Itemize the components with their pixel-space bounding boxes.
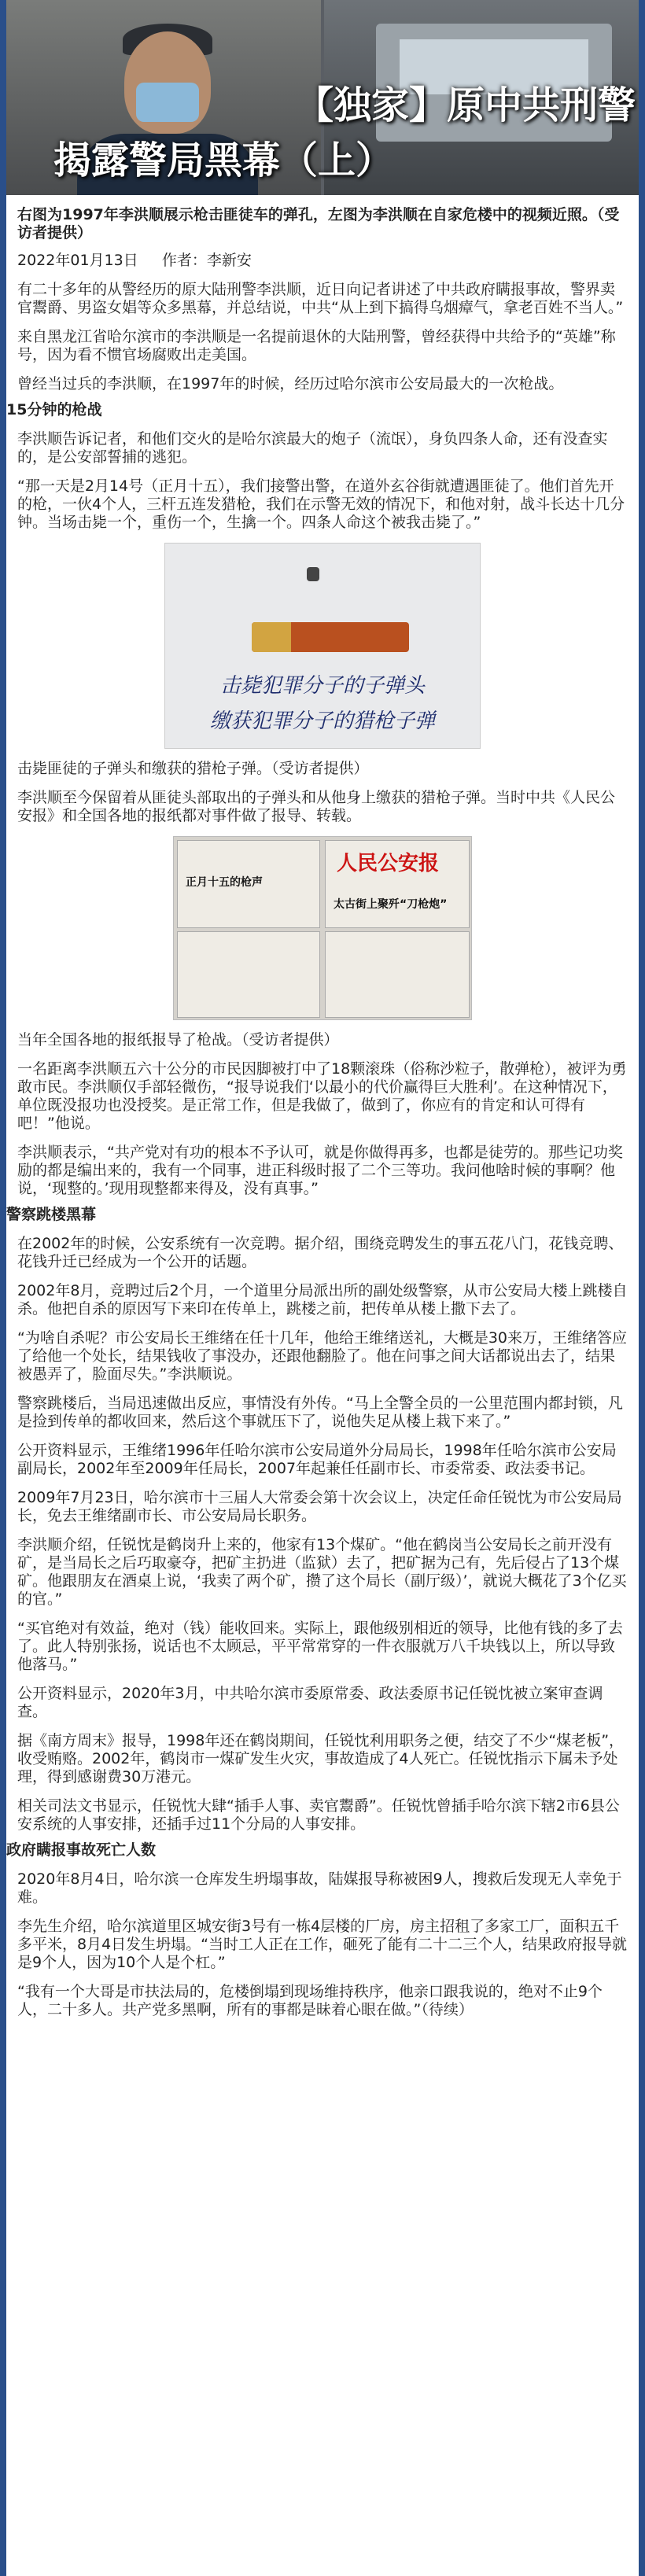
newspaper-clip <box>177 840 320 928</box>
shell-brass <box>252 622 291 652</box>
newspaper-clip <box>325 840 470 928</box>
byline <box>17 252 628 270</box>
paragraph: 公开资料显示，王维绪1996年任哈尔滨市公安局道外分局局长，1998年任哈尔滨市公安局副局长，2002年至2009年任局长，2007年起兼任任副市长、市委常委、政法委书记。 <box>17 1442 617 1477</box>
top-caption: 右图为1997年李洪顺展示枪击匪徒车的弹孔，左图为李洪顺在自家危楼中的视频近照。（受访者提供） <box>17 206 620 241</box>
paragraph: 相关司法文书显示，任锐忱大肆“插手人事、卖官鬻爵”。任锐忱曾插手哈尔滨下辖2市6县公安系统的人事安排，还插手过11个分局的人事安排。 <box>17 1797 620 1833</box>
paragraph: 警察跳楼后，当局迅速做出反应，事情没有外传。“马上全警全员的一公里范围内都封锁，凡是捡到传单的都收回来，然后这个事就压下了，说他失足从楼上栽下来了。” <box>17 1395 623 1430</box>
paragraph: 有二十多年的从警经历的原大陆刑警李洪顺，近日向记者讲述了中共政府瞒报事故，警界卖官鬻爵、男盗女娼等众多黑幕，并总结说，中共“从上到下搞得乌烟瘴气，拿老百姓不当人。” <box>17 281 624 316</box>
article-body <box>6 206 639 2019</box>
section-heading: 15分钟的枪战 <box>6 401 102 418</box>
headline-line-2: 揭露警局黑幕（上） <box>53 138 394 182</box>
paragraph: 来自黑龙江省哈尔滨市的李洪顺是一名提前退休的大陆刑警，曾经获得中共给予的“英雄”称号，因为看不惯官场腐败出走美国。 <box>17 328 616 363</box>
newspaper-image-wrap <box>17 836 628 1020</box>
paragraph: 李先生介绍，哈尔滨道里区城安街3号有一栋4层楼的厂房，房主招租了多家工厂，面积五千多平米，8月4日发生坍塌。“当时工人正在工作，砸死了能有二十二三个人，结果政府报导就是9个人，因为10个人是个杠。” <box>17 1918 628 1971</box>
paragraph: 曾经当过兵的李洪顺，在1997年的时候，经历过哈尔滨市公安局最大的一次枪战。 <box>17 375 564 392</box>
section-heading: 政府瞒报事故死亡人数 <box>6 1841 157 1859</box>
paragraph: 李洪顺告诉记者，和他们交火的是哈尔滨最大的炮子（流氓），身负四条人命，还有没查实的，是公安部誓捕的逃犯。 <box>17 430 608 466</box>
newspaper-clip <box>177 931 320 1018</box>
header-banner <box>6 0 639 195</box>
bullet-head <box>307 567 319 581</box>
paragraph: 在2002年的时候，公安系统有一次竞聘。据介绍，围绕竞聘发生的事五花八门，花钱竞聘、花钱升迁已经成为一个公开的话题。 <box>17 1235 624 1270</box>
newspaper-clip <box>325 931 470 1018</box>
paragraph: 李洪顺至今保留着从匪徒头部取出的子弹头和从他身上缴获的猎枪子弹。当时中共《人民公安报》和全国各地的报纸都对事件做了报导、转载。 <box>17 789 616 824</box>
image-caption: 当年全国各地的报纸报导了枪战。（受访者提供） <box>17 1031 339 1048</box>
paragraph: “买官绝对有效益，绝对（钱）能收回来。实际上，跟他级别相近的领导，比他有钱的多了去了。此人特别张扬，说话也不太顾忌，平平常常穿的一件衣服就万八千块钱以上，所以导致他落马。” <box>17 1620 623 1673</box>
paragraph: 据《南方周末》报导，1998年还在鹤岗期间，任锐忱利用职务之便，结交了不少“煤老板”，收受贿赂。2002年，鹤岗市一煤矿发生火灾，事故造成了4人死亡。任锐忱指示下属未予处理，得到感谢费30万港元。 <box>17 1732 625 1786</box>
paragraph: 2002年8月，竞聘过后2个月，一个道里分局派出所的副处级警察，从市公安局大楼上跳楼自杀。他把自杀的原因写下来印在传单上，跳楼之前，把传单从楼上撒下去了。 <box>17 1282 628 1317</box>
evidence-image-wrap <box>17 543 628 749</box>
paragraph: “那一天是2月14号（正月十五），我们接警出警，在道外玄谷街就遭遇匪徒了。他们首先开的枪，一伙4个人，三杆五连发猎枪，我们在示警无效的情况下，和他对射，战斗长达十几分钟。当场击毙一个，重伤一个，生擒一个。四条人命这个被我击毙了。” <box>17 477 625 531</box>
evidence-photo <box>164 543 481 749</box>
paragraph: 2020年8月4日，哈尔滨一仓库发生坍塌事故，陆媒报导称被困9人，搜救后发现无人幸免于难。 <box>17 1870 622 1906</box>
paragraph: 李洪顺表示，“共产党对有功的根本不予认可，就是你做得再多，也都是徒劳的。那些记功奖励的都是编出来的，我有一个同事，进正科级时报了二个三等功。我问他啥时候的事啊？他说，‘现整的。’现用现整都来得及，没有真事。” <box>17 1144 623 1197</box>
evidence-label-2: 缴获犯罪分子的猎枪子弹 <box>209 709 435 733</box>
author: 作者：李新安 <box>161 252 252 269</box>
newspaper-headline: 正月十五的枪声 <box>186 876 263 889</box>
section-heading: 警察跳楼黑幕 <box>6 1206 97 1223</box>
publish-date: 2022年01月13日 <box>17 252 138 269</box>
paragraph: 2009年7月23日，哈尔滨市十三届人大常委会第十次会议上，决定任命任锐忱为市公安局局长，免去王维绪副市长、市公安局局长职务。 <box>17 1489 622 1524</box>
paragraph: “我有一个大哥是市扶法局的，危楼倒塌到现场维持秩序，他亲口跟我说的，绝对不止9个人，二十多人。共产党多黑啊，所有的事都是昧着心眼在做。”（待续） <box>17 1983 603 2018</box>
paragraph: 李洪顺介绍，任锐忱是鹤岗升上来的，他家有13个煤矿。“他在鹤岗当公安局长之前开没有矿，是当局长之后巧取豪夺，把矿主扔进（监狱）去了，把矿据为己有，先后侵占了13个煤矿。他跟朋友在酒桌上说，‘我卖了两个矿，攒了这个局长（副厅级）’，就说大概花了3个亿买的官。” <box>17 1536 627 1608</box>
headline-line-1: 【独家】原中共刑警 <box>295 83 636 127</box>
newspaper-collage <box>173 836 472 1020</box>
evidence-label-1: 击毙犯罪分子的子弹头 <box>219 674 425 698</box>
image-caption: 击毙匪徒的子弹头和缴获的猎枪子弹。（受访者提供） <box>17 760 369 777</box>
paragraph: “为啥自杀呢？市公安局长王维绪在任十几年，他给王维绪送礼，大概是30来万，王维绪答应了给他一个处长，结果钱收了事没办，还跟他翻脸了。他在问事之间大话都说出去了，结果被愚弄了，脸面尽失。”李洪顺说。 <box>17 1329 628 1383</box>
paragraph: 一名距离李洪顺五六十公分的市民因脚被打中了18颗滚珠（俗称沙粒子，散弹枪），被评为勇敢市民。李洪顺仅手部轻微伤，“报导说我们‘以最小的代价赢得巨大胜利’。在这种情况下，单位既没报功也没授奖。是正常工作，但是我做了，做到了，你应有的肯定和认可得有吧！”他说。 <box>17 1060 627 1132</box>
newspaper-headline: 太古街上聚歼“刀枪炮” <box>334 898 448 911</box>
paragraph: 公开资料显示，2020年3月，中共哈尔滨市委原常委、政法委原书记任锐忱被立案审查调查。 <box>17 1685 603 1720</box>
newspaper-masthead: 人民公安报 <box>337 852 440 875</box>
